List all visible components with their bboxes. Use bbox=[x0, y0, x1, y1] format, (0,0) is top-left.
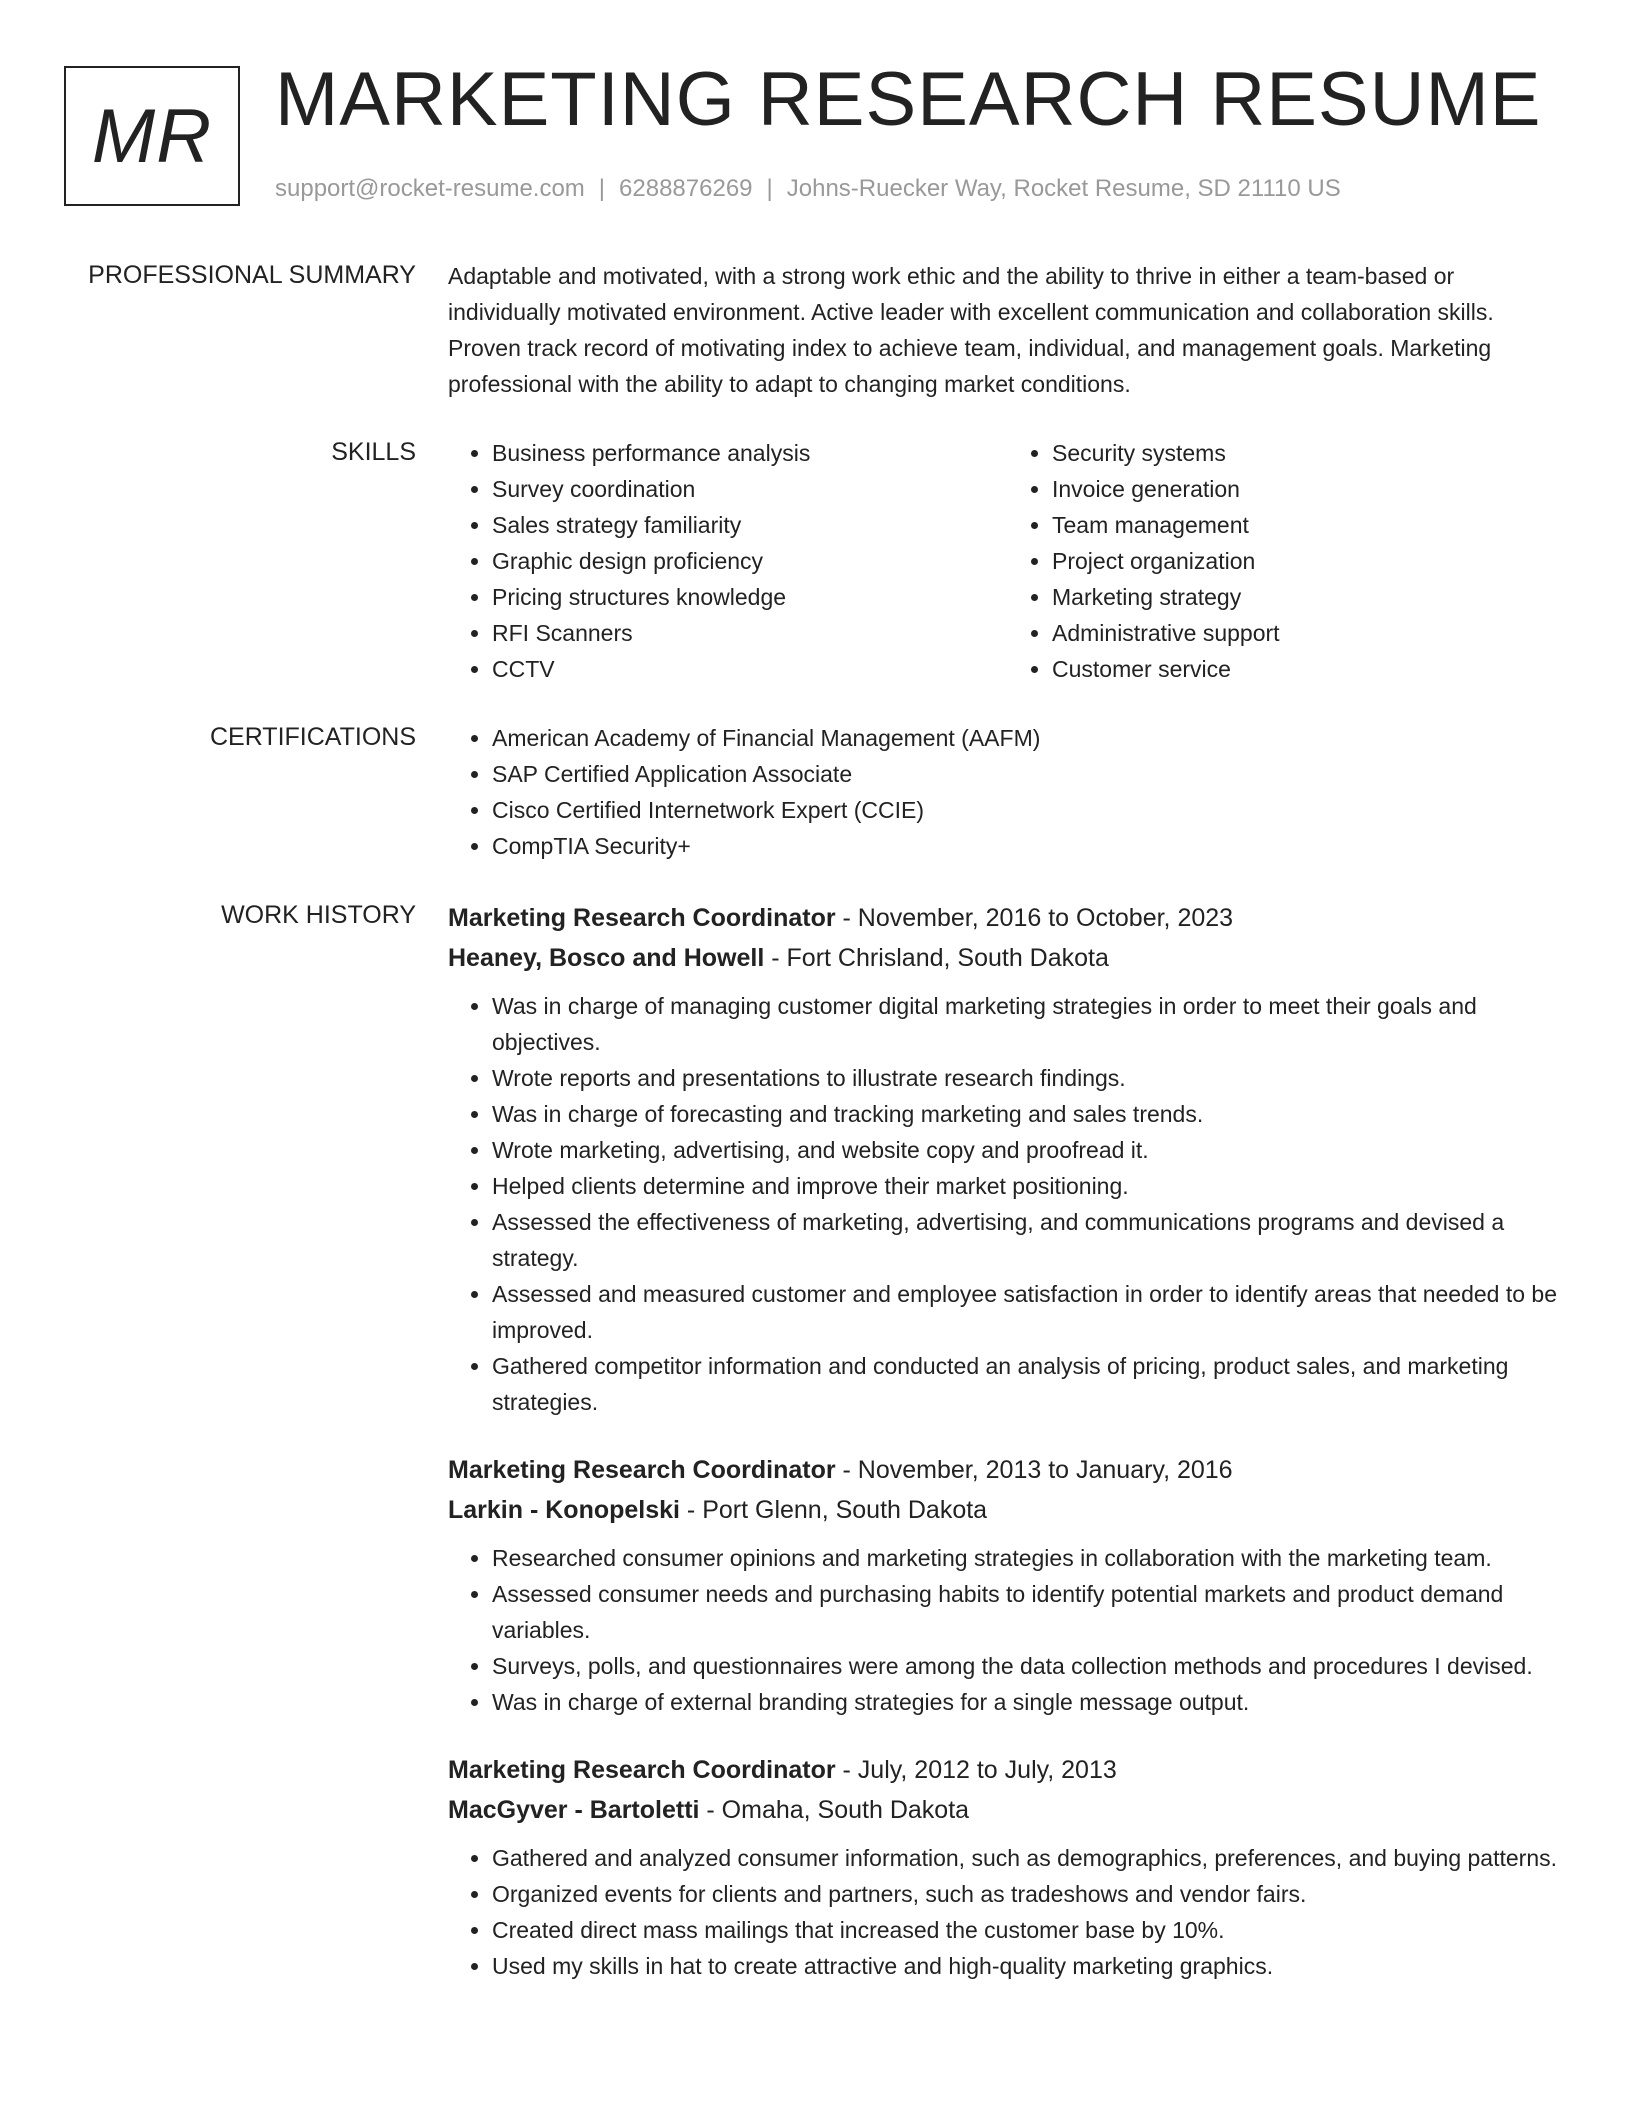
contact-separator: | bbox=[598, 175, 606, 202]
job-bullet: • Assessed and measured customer and employee satisfaction in order to identify areas that needed to be improved. bbox=[492, 1276, 1568, 1348]
job-company: MacGyver - Bartoletti bbox=[448, 1796, 700, 1824]
summary-text: Adaptable and motivated, with a strong work ethic and the ability to thrive in either a team-based or individually motivated environment. Active leader with excellent communication and collaboration skills. Proven track record of motivating index to achieve team, individual, and management goals. Marketing professional with the ability to adapt to changing market conditions. bbox=[448, 263, 1494, 397]
job-bullet: • Organized events for clients and partners, such as tradeshows and vendor fairs. bbox=[492, 1876, 1568, 1912]
job-bullet: • Gathered and analyzed consumer information, such as demographics, preferences, and buying patterns. bbox=[492, 1840, 1568, 1876]
skills-columns bbox=[448, 435, 1568, 687]
job-location: - Omaha, South Dakota bbox=[699, 1796, 970, 1824]
contact-phone: 6288876269 bbox=[619, 175, 753, 202]
job-bullet: • Researched consumer opinions and marketing strategies in collaboration with the marketing team. bbox=[492, 1540, 1568, 1576]
job-dates: - July, 2012 to July, 2013 bbox=[835, 1756, 1117, 1784]
skills-body bbox=[448, 435, 1568, 687]
job-location: - Port Glenn, South Dakota bbox=[679, 1496, 988, 1524]
certification-item: • American Academy of Financial Management (AAFM) bbox=[492, 720, 1568, 756]
summary-heading: PROFESSIONAL SUMMARY bbox=[88, 261, 416, 289]
certifications-heading: CERTIFICATIONS bbox=[209, 723, 416, 751]
page-title: MARKETING RESEARCH RESUME bbox=[275, 57, 1542, 142]
job-bullet: • Gathered competitor information and conducted an analysis of pricing, product sales, and marketing strategies. bbox=[492, 1348, 1568, 1420]
summary-body bbox=[448, 258, 1568, 402]
skill-item: • Customer service bbox=[1052, 651, 1568, 687]
job-bullet: • Wrote marketing, advertising, and website copy and proofread it. bbox=[492, 1132, 1568, 1168]
skill-item: • Team management bbox=[1052, 507, 1568, 543]
contact-separator: | bbox=[766, 175, 773, 202]
job-location: - Fort Chrisland, South Dakota bbox=[764, 944, 1109, 972]
certification-item: • SAP Certified Application Associate bbox=[492, 756, 1568, 792]
job-bullet: • Assessed the effectiveness of marketing, advertising, and communications programs and devised a strategy. bbox=[492, 1204, 1568, 1276]
job-bullet: • Surveys, polls, and questionnaires were among the data collection methods and procedures I devised. bbox=[492, 1648, 1568, 1684]
job-role: Marketing Research Coordinator bbox=[448, 1756, 836, 1784]
job-bullet: • Wrote reports and presentations to illustrate research findings. bbox=[492, 1060, 1568, 1096]
job-bullets bbox=[448, 1840, 1568, 1984]
job-role: Marketing Research Coordinator bbox=[448, 1456, 836, 1484]
skill-item: • Survey coordination bbox=[492, 471, 1008, 507]
job-entry bbox=[448, 1450, 1568, 1720]
contact-address: Johns-Ruecker Way, Rocket Resume, SD 21110 US bbox=[786, 175, 1341, 202]
certification-item: • Cisco Certified Internetwork Expert (CCIE) bbox=[492, 792, 1568, 828]
contact-email: support@rocket-resume.com bbox=[275, 175, 585, 202]
job-bullet: • Was in charge of external branding strategies for a single message output. bbox=[492, 1684, 1568, 1720]
certification-item: • CompTIA Security+ bbox=[492, 828, 1568, 864]
job-bullet: • Assessed consumer needs and purchasing habits to identify potential markets and product demand variables. bbox=[492, 1576, 1568, 1648]
skill-item: • Sales strategy familiarity bbox=[492, 507, 1008, 543]
contact-line bbox=[275, 175, 1341, 203]
job-company-line bbox=[448, 1790, 1568, 1830]
job-dates: - November, 2016 to October, 2023 bbox=[835, 904, 1234, 932]
job-dates: - November, 2013 to January, 2016 bbox=[835, 1456, 1233, 1484]
initials: MR bbox=[91, 93, 213, 179]
skill-item: • Graphic design proficiency bbox=[492, 543, 1008, 579]
job-company-line bbox=[448, 1490, 1568, 1530]
job-company-line bbox=[448, 938, 1568, 978]
job-title-line bbox=[448, 1750, 1568, 1790]
job-bullet: • Used my skills in hat to create attractive and high-quality marketing graphics. bbox=[492, 1948, 1568, 1984]
work-heading: WORK HISTORY bbox=[221, 901, 416, 929]
skills-heading: SKILLS bbox=[331, 438, 416, 466]
job-bullet: • Created direct mass mailings that increased the customer base by 10%. bbox=[492, 1912, 1568, 1948]
skill-item: • CCTV bbox=[492, 651, 1008, 687]
skill-item: • Business performance analysis bbox=[492, 435, 1008, 471]
skill-item: • Marketing strategy bbox=[1052, 579, 1568, 615]
job-bullet: • Was in charge of forecasting and tracking marketing and sales trends. bbox=[492, 1096, 1568, 1132]
job-company: Larkin - Konopelski bbox=[448, 1496, 680, 1524]
job-company: Heaney, Bosco and Howell bbox=[448, 944, 765, 972]
job-bullets bbox=[448, 988, 1568, 1420]
skill-item: • Administrative support bbox=[1052, 615, 1568, 651]
job-title-line bbox=[448, 1450, 1568, 1490]
job-bullet: • Helped clients determine and improve their market positioning. bbox=[492, 1168, 1568, 1204]
skills-list-right bbox=[1008, 435, 1568, 687]
skill-item: • Project organization bbox=[1052, 543, 1568, 579]
skill-item: • Security systems bbox=[1052, 435, 1568, 471]
certifications-list bbox=[448, 720, 1568, 864]
work-body bbox=[448, 898, 1568, 2014]
job-bullets bbox=[448, 1540, 1568, 1720]
certifications-body bbox=[448, 720, 1568, 864]
skills-list-left bbox=[448, 435, 1008, 687]
skill-item: • Invoice generation bbox=[1052, 471, 1568, 507]
job-entry bbox=[448, 898, 1568, 1420]
job-entry bbox=[448, 1750, 1568, 1984]
job-title-line bbox=[448, 898, 1568, 938]
skill-item: • RFI Scanners bbox=[492, 615, 1008, 651]
skill-item: • Pricing structures knowledge bbox=[492, 579, 1008, 615]
job-bullet: • Was in charge of managing customer digital marketing strategies in order to meet their goals and objectives. bbox=[492, 988, 1568, 1060]
job-role: Marketing Research Coordinator bbox=[448, 904, 836, 932]
monogram-logo bbox=[64, 66, 240, 206]
